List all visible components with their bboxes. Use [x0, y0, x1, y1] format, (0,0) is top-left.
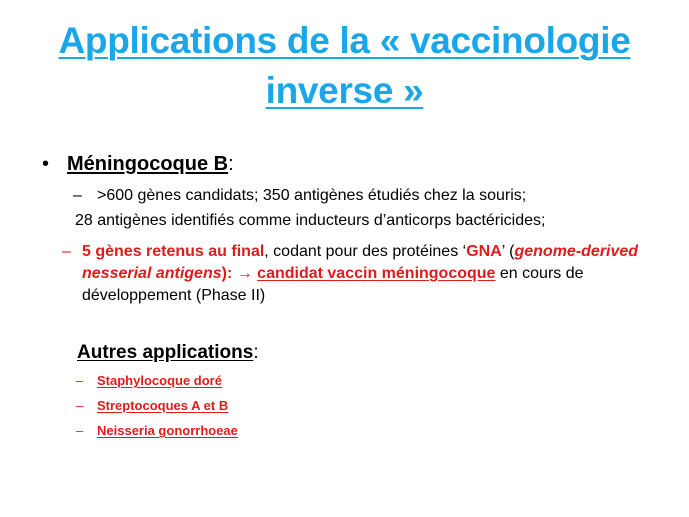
dash-icon: –	[73, 187, 82, 204]
gna-expansion: genome-derived nesserial antigens	[82, 243, 639, 282]
title-line-1: Applications de la « vaccinologie	[58, 20, 631, 61]
item-genes-candidats	[73, 185, 527, 207]
title-line-2: inverse »	[265, 70, 424, 111]
dash-icon: –	[62, 243, 71, 260]
autres-applications-heading: Autres applications:	[77, 342, 259, 363]
bullet-dot-icon: •	[42, 153, 50, 175]
dash-icon: –	[76, 423, 84, 438]
bullet-label: Méningocoque B	[67, 153, 229, 175]
arrow-icon: →	[232, 265, 258, 282]
genes-retenus-text: 5 gènes retenus au final	[82, 243, 265, 260]
list-item-streptocoques: – Streptocoques A et B	[76, 398, 229, 413]
dash-icon: –	[76, 398, 84, 413]
bullet-suffix: :	[228, 153, 234, 175]
item-antigenes: 28 antigènes identifiés comme inducteurs d’anticorps bactéricides;	[75, 212, 546, 229]
item-genes-text: >600 gènes candidats; 350 antigènes étudiés chez la souris;	[97, 187, 527, 204]
slide: Applications de la « vaccinologie inverse » • Méningocoque B: – >600 gènes candidats; 350 antigènes étudiés chez la souris; 28 antigènes identifiés comme inducteurs d’anticorps bactéricides; – 5 gènes retenus au final, codant pour des protéines ‘GNA’ (genome-derived nesserial antigens): → candidat vaccin méningocoque en cours de développement (Phase II) Autres applications: – Staphylocoque doré – Streptocoques A et B – Neisseria gonorrhoeae	[0, 0, 689, 517]
dash-icon: –	[76, 373, 84, 388]
candidat-vaccin-text: candidat vaccin méningocoque	[257, 265, 496, 282]
list-item-staphylocoque: – Staphylocoque doré	[76, 373, 222, 388]
gna-text: GNA	[466, 243, 502, 260]
list-item-neisseria: – Neisseria gonorrhoeae	[76, 423, 238, 438]
slide-title	[20, 16, 669, 116]
